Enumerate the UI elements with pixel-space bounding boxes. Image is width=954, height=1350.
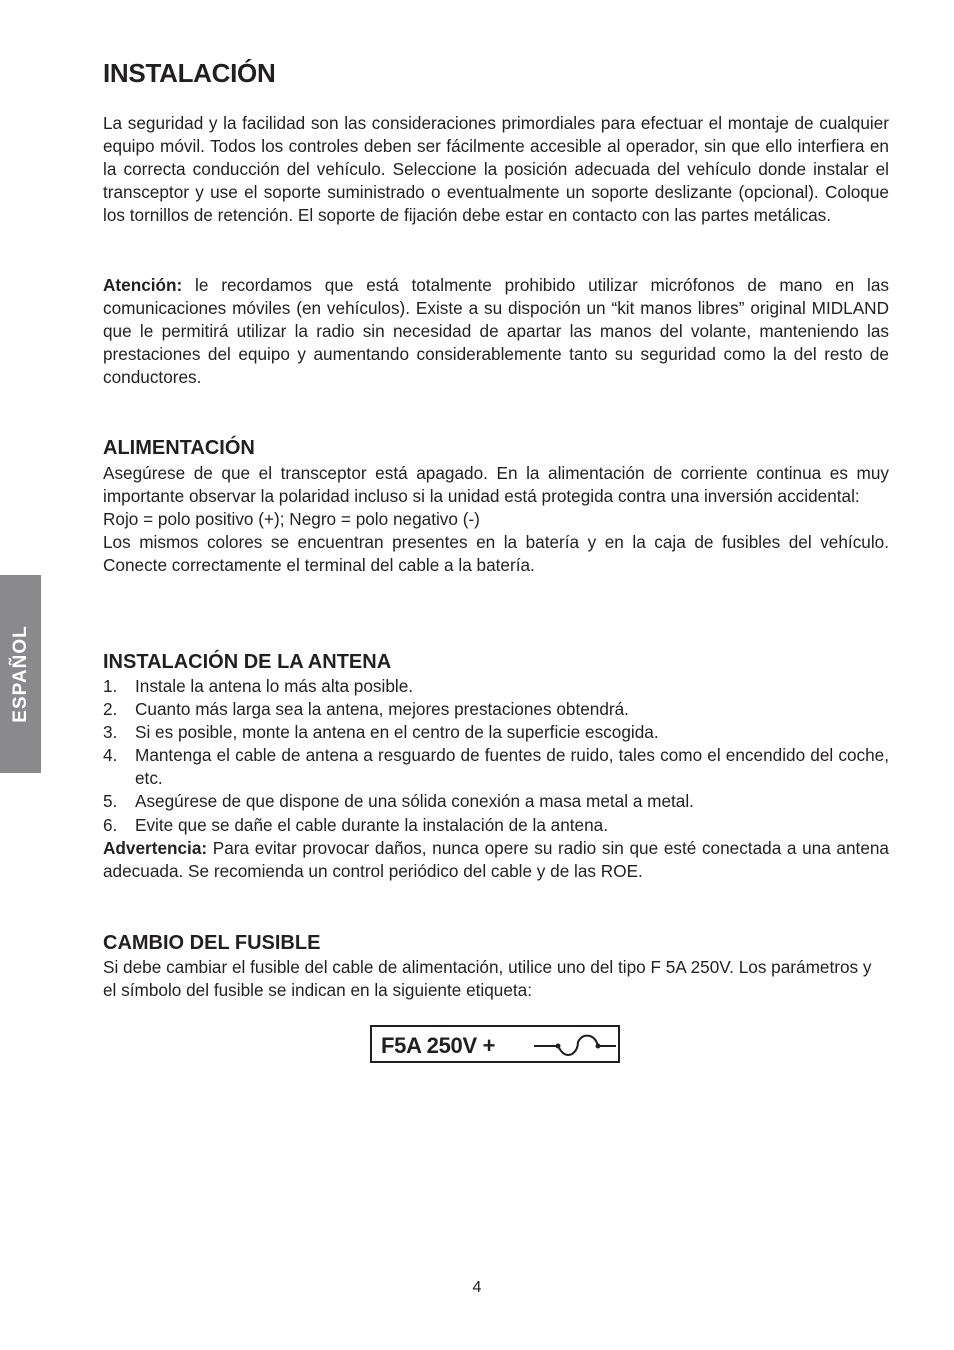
- antenna-heading: INSTALACIÓN DE LA ANTENA: [103, 651, 392, 673]
- power-heading: ALIMENTACIÓN: [103, 437, 255, 459]
- list-item-number: 2.: [103, 699, 118, 720]
- warning-label: Advertencia:: [103, 837, 208, 858]
- fuse-symbol-icon: [532, 1032, 618, 1060]
- list-item: [103, 698, 889, 721]
- list-item-text: Instale la antena lo más alta posible.: [135, 676, 414, 696]
- list-item-text: Asegúrese de que dispone de una sólida conexión a masa metal a metal.: [135, 791, 694, 812]
- language-side-tab: [0, 575, 41, 773]
- list-item: [103, 744, 889, 790]
- power-paragraph-2: Rojo = polo positivo (+); Negro = polo negativo (-): [103, 509, 480, 530]
- antenna-steps-list: [103, 675, 889, 837]
- fuse-paragraph: Si debe cambiar el fusible del cable de alimentación, utilice uno del tipo F 5A 250V. Los parámetros y el símbolo del fusible se indican en la siguiente etiqueta:: [103, 957, 872, 1001]
- list-item-text: Evite que se dañe el cable durante la instalación de la antena.: [135, 814, 608, 835]
- attention-paragraph: [103, 274, 889, 389]
- power-paragraph-3: Los mismos colores se encuentran presentes en la batería y en la caja de fusibles del vehículo. Conecte correctamente el terminal del cable a la batería.: [103, 532, 889, 576]
- power-paragraph-1: Asegúrese de que el transceptor está apagado. En la alimentación de corriente continua es muy importante observar la polaridad incluso si la unidad está protegida contra una inversión accidental:: [103, 463, 889, 507]
- list-item: [103, 790, 889, 813]
- list-item: [103, 675, 889, 698]
- list-item-text: Cuanto más larga sea la antena, mejores prestaciones obtendrá.: [135, 699, 629, 720]
- warning-text: Para evitar provocar daños, nunca opere su radio sin que esté conectada a una antena adecuada. Se recomienda un control periódico del cable y de las ROE.: [103, 837, 889, 881]
- list-item-number: 3.: [103, 722, 118, 743]
- list-item-number: 4.: [103, 745, 118, 766]
- power-section: [103, 462, 889, 577]
- fuse-label-box: [370, 1025, 620, 1063]
- list-item-number: 6.: [103, 814, 118, 835]
- language-tab-label: ESPAÑOL: [9, 625, 31, 723]
- list-item: [103, 721, 889, 744]
- attention-label: Atención:: [103, 275, 183, 295]
- attention-text: le recordamos que está totalmente prohibido utilizar micrófonos de mano en las comunicaciones móviles (en vehículos). Existe a su dispoción un “kit manos libres” original MIDLAND que le permitirá utilizar la radio sin necesidad de apartar las manos del volante, manteniendo las prestaciones del equipo y aumentando considerablemente tanto su seguridad como la del resto de conductores.: [103, 275, 889, 388]
- fuse-label-text: F5A 250V +: [381, 1033, 496, 1058]
- page-number: 4: [472, 1279, 482, 1296]
- antenna-section: [103, 675, 889, 883]
- list-item-text: Si es posible, monte la antena en el centro de la superficie escogida.: [135, 722, 659, 743]
- list-item-number: 5.: [103, 791, 118, 812]
- page-title: INSTALACIÓN: [103, 58, 276, 88]
- list-item: [103, 814, 889, 837]
- list-item-text: Mantenga el cable de antena a resguardo de fuentes de ruido, tales como el encendido del coche, etc.: [135, 745, 889, 789]
- intro-paragraph: La seguridad y la facilidad son las consideraciones primordiales para efectuar el montaje de cualquier equipo móvil. Todos los controles deben ser fácilmente accesible al operador, sin que ello interfiera en la correcta conducción del vehículo. Seleccione la posición adecuada del vehículo donde instalar el transceptor y use el soporte suministrado o eventualmente un soporte deslizante (opcional). Coloque los tornillos de retención. El soporte de fijación debe estar en contacto con las partes metálicas.: [103, 113, 889, 226]
- warning-paragraph: [103, 837, 889, 883]
- list-item-number: 1.: [103, 676, 118, 696]
- fuse-heading: CAMBIO DEL FUSIBLE: [103, 932, 321, 954]
